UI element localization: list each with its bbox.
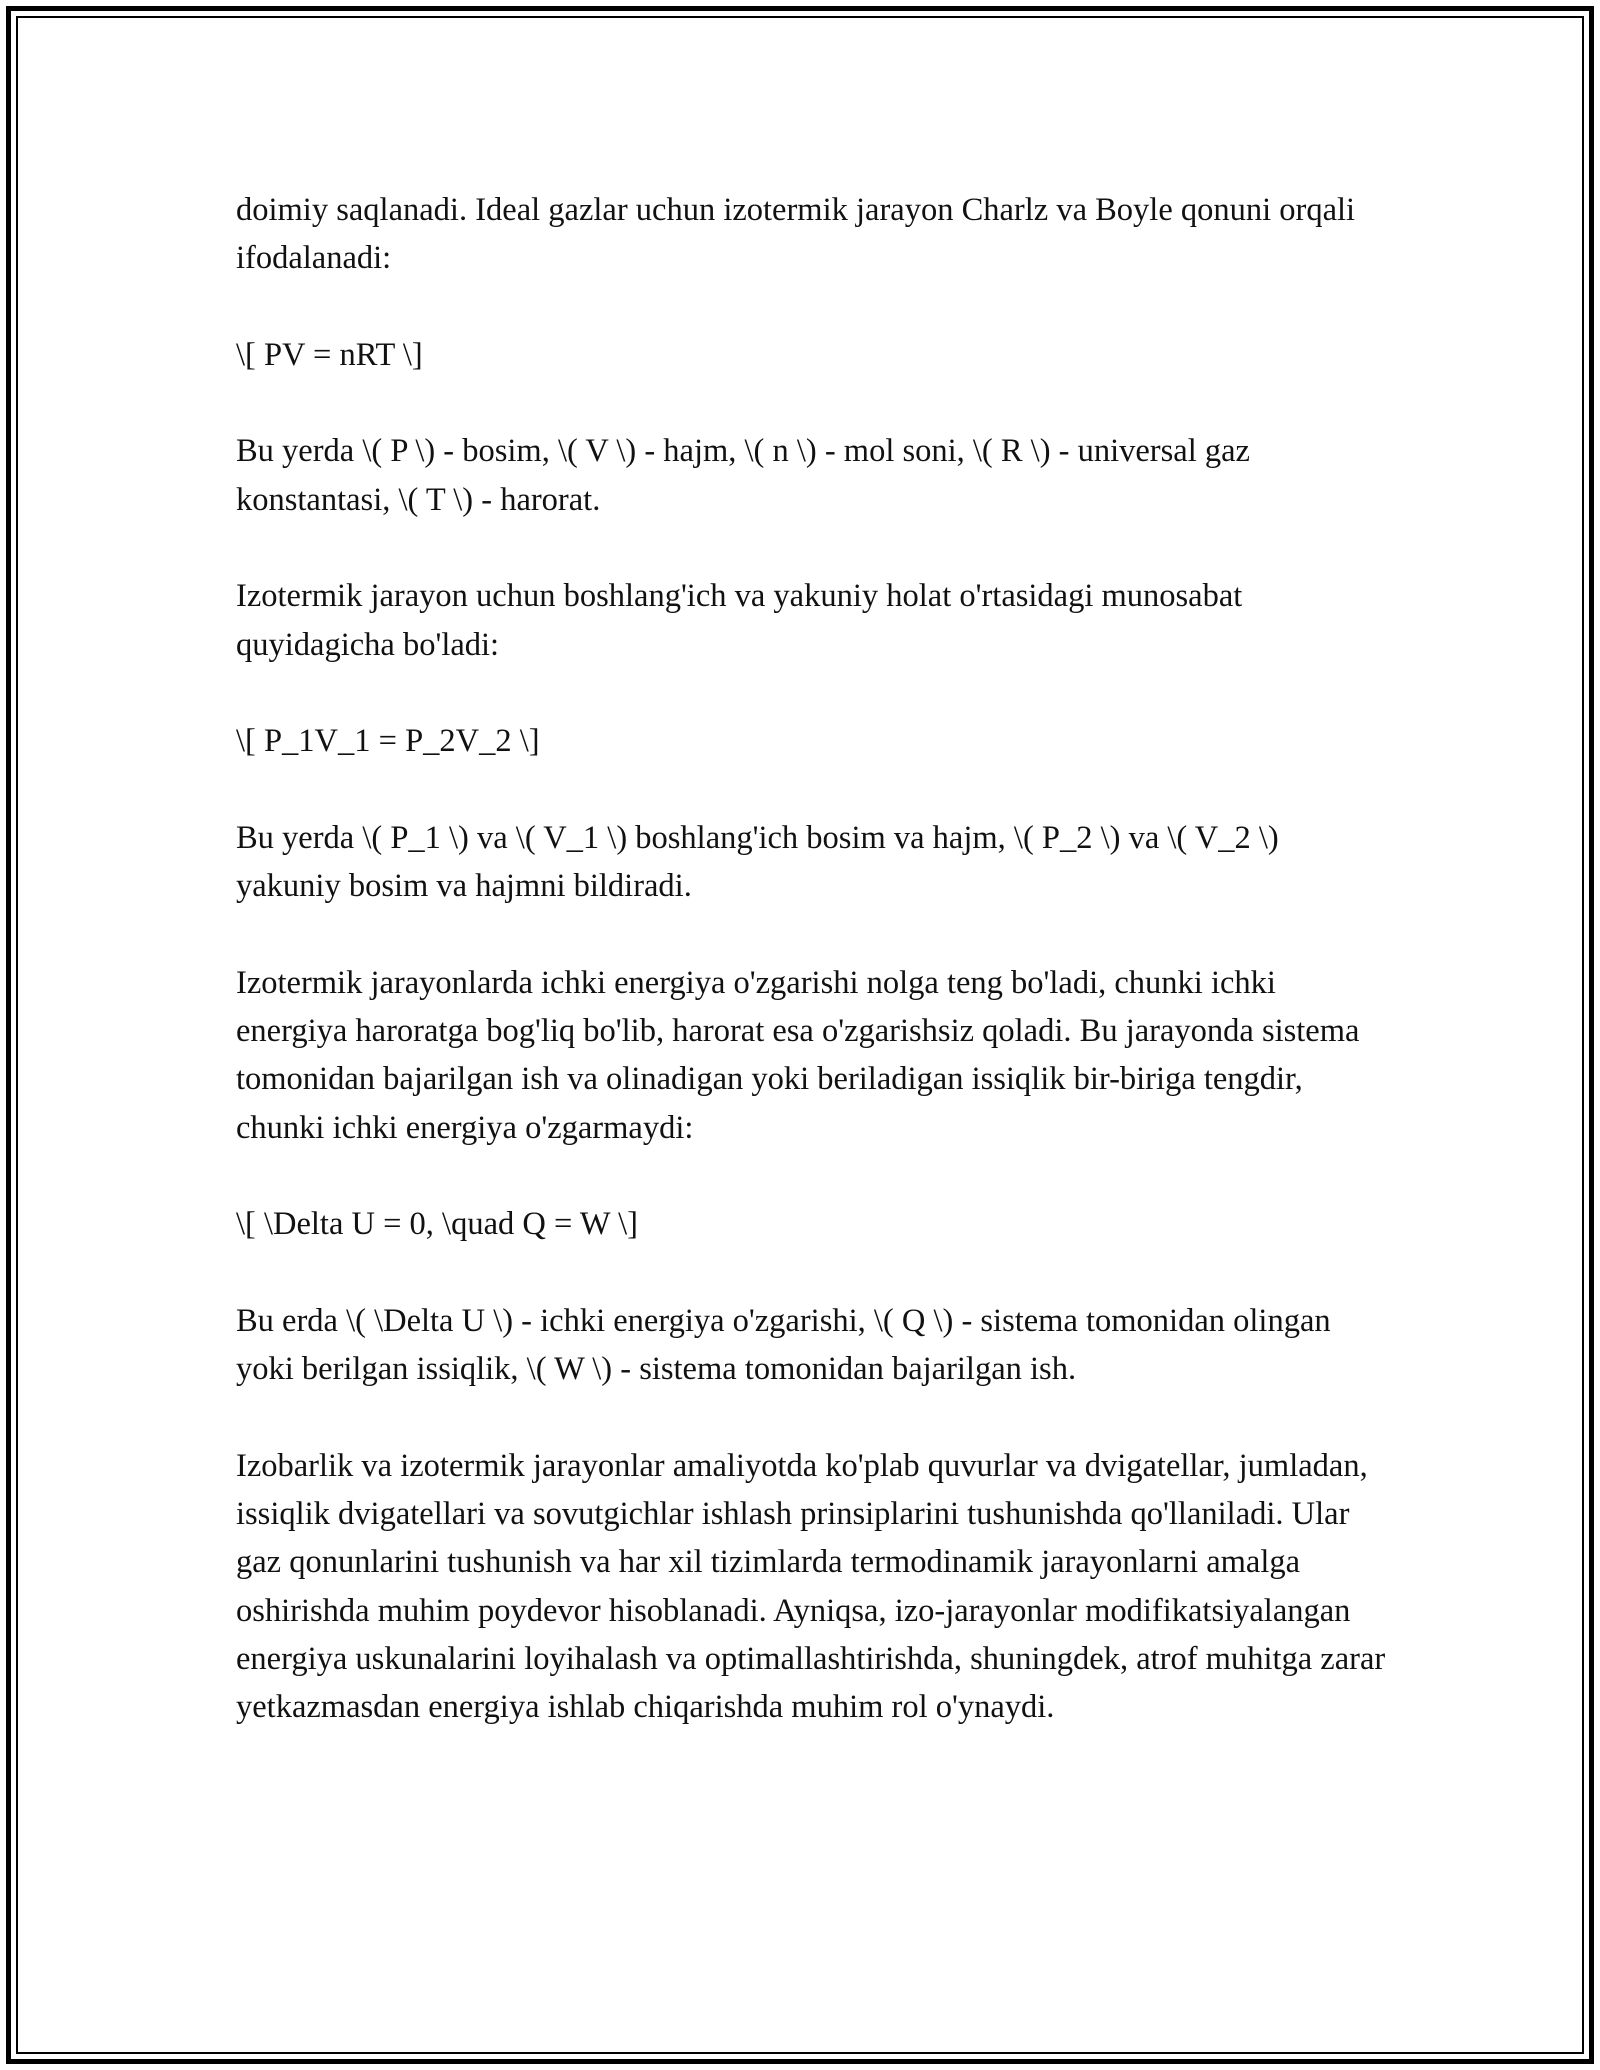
equation: \[ PV = nRT \]: [236, 336, 423, 373]
document-body: [236, 186, 1386, 1732]
paragraph: Bu yerda \( P_1 \) va \( V_1 \) boshlang'ich bosim va hajm, \( P_2 \) va \( V_2 \) yakuniy bosim va hajmni bildiradi.: [236, 819, 1279, 905]
paragraph: doimiy saqlanadi. Ideal gazlar uchun izotermik jarayon Charlz va Boyle qonuni orqali ifodalanadi:: [236, 192, 1356, 277]
paragraph: Izobarlik va izotermik jarayonlar amaliyotda ko'plab quvurlar va dvigatellar, jumladan, issiqlik dvigatellari va sovutgichlar ishlash prinsiplarini tushunishda qo'llaniladi. Ular gaz qonunlarini tushunish va har xil tizimlarda termodinamik jarayonlarni amalga oshirishda muhim poydevor hisoblanadi. Ayniqsa, izo-jarayonlar modifikatsiyalangan energiya uskunalarini loyihalash va optimallashtirishda, shuningdek, atrof muhitga zarar yetkazmasdan energiya ishlab chiqarishda muhim rol o'ynaydi.: [236, 1447, 1386, 1726]
paragraph: Bu erda \( \Delta U \) - ichki energiya o'zgarishi, \( Q \) - sistema tomonidan olingan yoki berilgan issiqlik, \( W \) - sistema tomonidan bajarilgan ish.: [236, 1302, 1331, 1388]
paragraph: Bu yerda \( P \) - bosim, \( V \) - hajm, \( n \) - mol soni, \( R \) - universal gaz konstantasi, \( T \) - harorat.: [236, 433, 1250, 518]
equation: \[ \Delta U = 0, \quad Q = W \]: [236, 1206, 638, 1243]
equation: \[ P_1V_1 = P_2V_2 \]: [236, 723, 540, 760]
paragraph: Izotermik jarayon uchun boshlang'ich va yakuniy holat o'rtasidagi munosabat quyidagicha bo'ladi:: [236, 578, 1243, 663]
paragraph: Izotermik jarayonlarda ichki energiya o'zgarishi nolga teng bo'ladi, chunki ichki energiya haroratga bog'liq bo'lib, harorat esa o'zgarishsiz qoladi. Bu jarayonda sistema tomonidan bajarilgan ish va olinadigan yoki beriladigan issiqlik bir-biriga tengdir, chunki ichki energiya o'zgarmaydi:: [236, 964, 1360, 1146]
